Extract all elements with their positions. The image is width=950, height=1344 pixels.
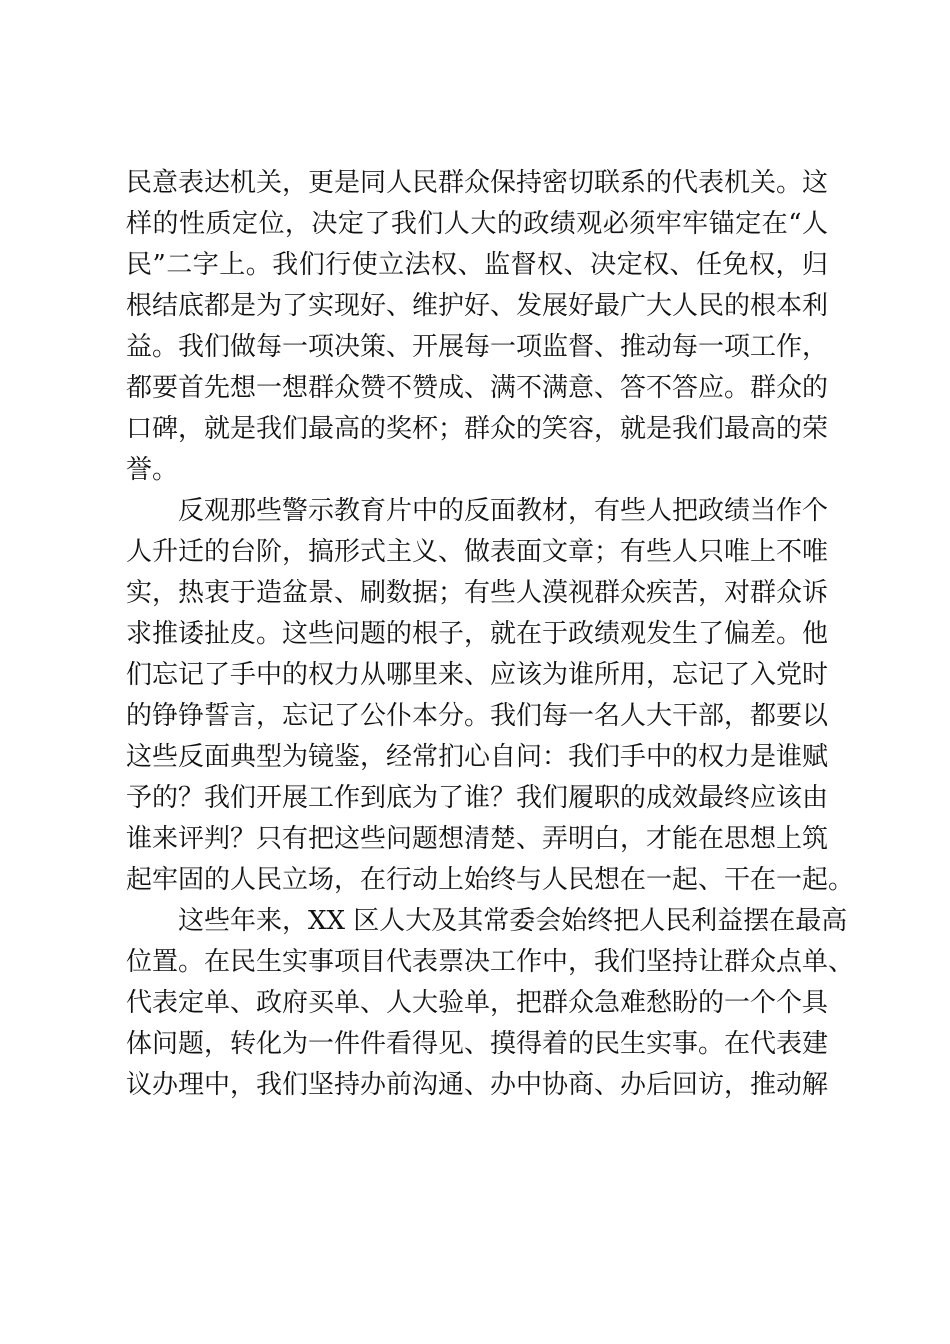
text-line: 这些反面典型为镜鉴，经常扪心自问：我们手中的权力是谁赋	[126, 742, 829, 772]
text-line: 位置。在民生实事项目代表票决工作中，我们坚持让群众点单、	[126, 947, 855, 977]
text-line: 人升迁的台阶，搞形式主义、做表面文章；有些人只唯上不唯	[126, 537, 829, 567]
text-line: 根结底都是为了实现好、维护好、发展好最广大人民的根本利	[126, 291, 829, 321]
text-line: 起牢固的人民立场，在行动上始终与人民想在一起、干在一起。	[126, 865, 855, 895]
text-line: 反观那些警示教育片中的反面教材，有些人把政绩当作个	[178, 496, 829, 526]
paragraph-1	[126, 163, 828, 491]
paragraph-3	[126, 901, 855, 1106]
text-line: 民意表达机关，更是同人民群众保持密切联系的代表机关。这	[126, 168, 829, 198]
text-line: 民”二字上。我们行使立法权、监督权、决定权、任免权，归	[126, 250, 828, 280]
text-line: 这些年来，XX 区人大及其常委会始终把人民利益摆在最高	[178, 906, 848, 936]
paragraph-2	[126, 491, 855, 901]
text-line: 益。我们做每一项决策、开展每一项监督、推动每一项工作，	[126, 332, 829, 362]
text-line: 求推诿扯皮。这些问题的根子，就在于政绩观发生了偏差。他	[126, 619, 829, 649]
text-line: 实，热衷于造盆景、刷数据；有些人漠视群众疾苦，对群众诉	[126, 578, 829, 608]
text-line: 议办理中，我们坚持办前沟通、办中协商、办后回访，推动解	[126, 1070, 829, 1100]
text-line: 们忘记了手中的权力从哪里来、应该为谁所用，忘记了入党时	[126, 660, 829, 690]
text-line: 体问题，转化为一件件看得见、摸得着的民生实事。在代表建	[126, 1029, 829, 1059]
text-line: 予的？我们开展工作到底为了谁？我们履职的成效最终应该由	[126, 783, 829, 813]
text-line: 都要首先想一想群众赞不赞成、满不满意、答不答应。群众的	[126, 373, 829, 403]
text-line: 样的性质定位，决定了我们人大的政绩观必须牢牢锚定在“人	[126, 209, 828, 239]
document-body	[126, 163, 855, 1106]
text-line: 的铮铮誓言，忘记了公仆本分。我们每一名人大干部，都要以	[126, 701, 829, 731]
text-line: 谁来评判？只有把这些问题想清楚、弄明白，才能在思想上筑	[126, 824, 829, 854]
text-line: 口碑，就是我们最高的奖杯；群众的笑容，就是我们最高的荣	[126, 414, 829, 444]
text-line: 誉。	[126, 455, 179, 485]
text-line: 代表定单、政府买单、人大验单，把群众急难愁盼的一个个具	[126, 988, 829, 1018]
